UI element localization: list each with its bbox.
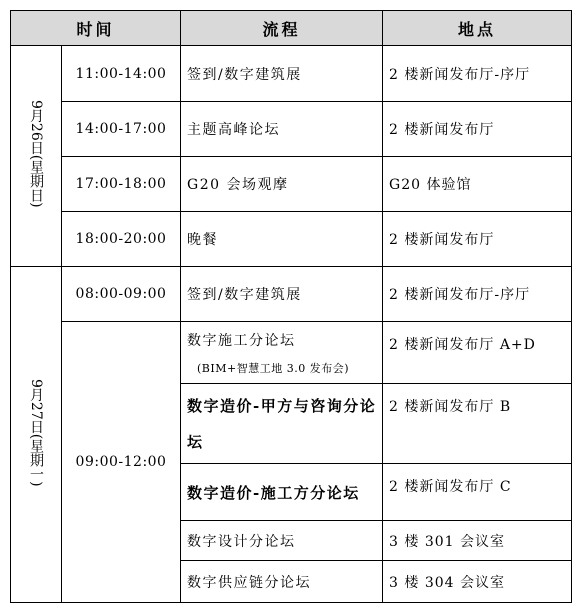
location-cell: 3 楼 301 会议室 xyxy=(383,521,572,561)
process-cell: 数字设计分论坛 xyxy=(181,521,383,561)
location-cell: 2 楼新闻发布厅-序厅 xyxy=(383,46,572,102)
forum-subtitle: (BIM+智慧工地 3.0 发布会) xyxy=(197,361,349,375)
header-time: 时间 xyxy=(11,11,181,46)
location-cell: 2 楼新闻发布厅 A+D xyxy=(383,322,572,384)
time-cell: 18:00-20:00 xyxy=(62,212,181,267)
process-cell: 数字造价-甲方与咨询分论坛 xyxy=(181,384,383,464)
process-cell: 签到/数字建筑展 xyxy=(181,46,383,102)
header-location: 地点 xyxy=(383,11,572,46)
location-cell: 2 楼新闻发布厅 xyxy=(383,212,572,267)
table-row xyxy=(11,157,572,212)
process-cell: 签到/数字建筑展 xyxy=(181,267,383,322)
table-row xyxy=(11,46,572,102)
process-cell xyxy=(181,322,383,384)
process-cell: 数字造价-施工方分论坛 xyxy=(181,464,383,521)
time-cell: 08:00-09:00 xyxy=(62,267,181,322)
location-cell: G20 体验馆 xyxy=(383,157,572,212)
table-row xyxy=(11,267,572,322)
header-row xyxy=(11,11,572,46)
location-cell: 3 楼 304 会议室 xyxy=(383,561,572,603)
process-cell: 数字供应链分论坛 xyxy=(181,561,383,603)
location-cell: 2 楼新闻发布厅 C xyxy=(383,464,572,521)
process-cell: 主题高峰论坛 xyxy=(181,102,383,157)
time-cell: 09:00-12:00 xyxy=(62,322,181,603)
process-cell: 晚餐 xyxy=(181,212,383,267)
location-cell: 2 楼新闻发布厅 B xyxy=(383,384,572,464)
date-cell-day2 xyxy=(11,267,62,603)
date-label-day1: 9月26日(星期日) xyxy=(28,100,44,208)
time-cell: 14:00-17:00 xyxy=(62,102,181,157)
schedule-table xyxy=(10,10,572,603)
header-process: 流程 xyxy=(181,11,383,46)
date-cell-day1 xyxy=(11,46,62,267)
time-cell: 17:00-18:00 xyxy=(62,157,181,212)
process-cell: G20 会场观摩 xyxy=(181,157,383,212)
location-cell: 2 楼新闻发布厅-序厅 xyxy=(383,267,572,322)
location-cell: 2 楼新闻发布厅 xyxy=(383,102,572,157)
date-label-day2: 9月27日(星期一) xyxy=(28,378,44,487)
table-row xyxy=(11,212,572,267)
table-row xyxy=(11,102,572,157)
table-row xyxy=(11,322,572,384)
forum-title: 数字施工分论坛 xyxy=(187,332,296,349)
time-cell: 11:00-14:00 xyxy=(62,46,181,102)
